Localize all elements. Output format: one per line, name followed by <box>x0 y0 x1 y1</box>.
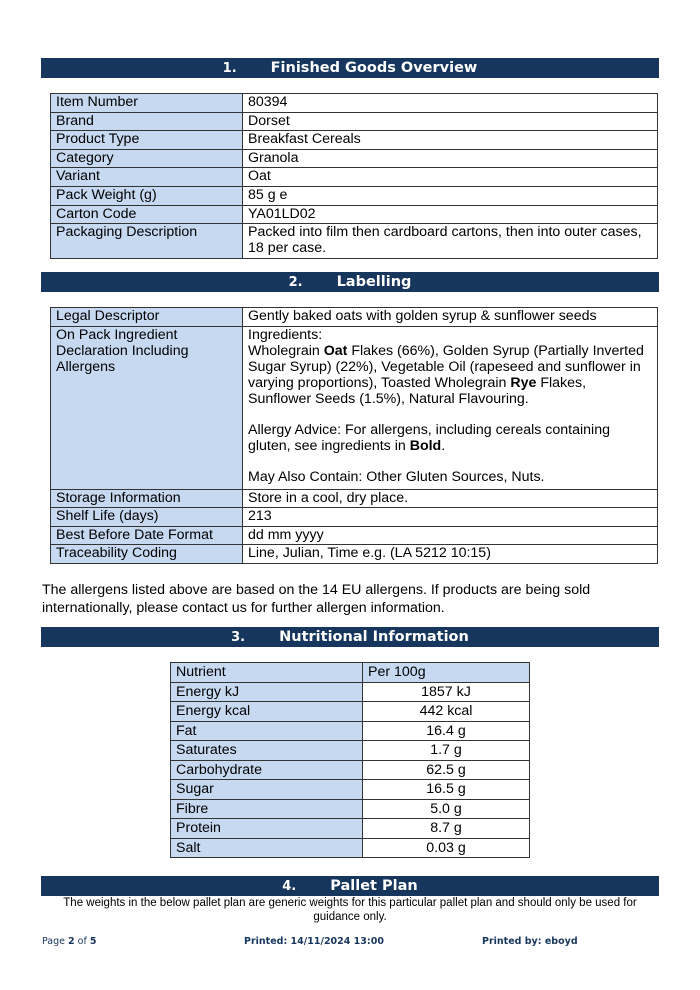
row-value: Gently baked oats with golden syrup & sunflower seeds <box>243 308 658 327</box>
row-value: Breakfast Cereals <box>243 131 658 150</box>
row-label: On Pack Ingredient Declaration Including Allergens <box>51 326 243 489</box>
allergy-bold: Bold <box>409 437 442 454</box>
ingredient-text: Wholegrain <box>248 342 324 359</box>
nutrient-name: Protein <box>171 819 363 839</box>
table-row <box>51 149 658 168</box>
row-value: 213 <box>243 508 658 527</box>
nutrient-name: Salt <box>171 838 363 858</box>
table-row <box>51 205 658 224</box>
section-title: Finished Goods Overview <box>270 60 478 76</box>
table-row <box>51 489 658 508</box>
row-value: Packed into film then cardboard cartons, then into outer cases, 18 per case. <box>243 224 658 259</box>
ingredient-declaration <box>243 326 658 489</box>
printed-timestamp: Printed: 14/11/2024 13:00 <box>244 936 384 947</box>
nutrient-value: 16.5 g <box>363 780 530 800</box>
table-row <box>51 168 658 187</box>
header-per-100g: Per 100g <box>363 663 530 683</box>
row-value: Granola <box>243 149 658 168</box>
table-row <box>171 682 530 702</box>
table-row <box>51 526 658 545</box>
allergen-note: The allergens listed above are based on the 14 EU allergens. If products are being sold internationally, please contact us for further allergen information. <box>42 582 591 616</box>
labelling-table <box>50 307 658 564</box>
nutrient-value: 62.5 g <box>363 760 530 780</box>
may-contain: May Also Contain: Other Gluten Sources, Nuts. <box>248 468 545 485</box>
nutrient-value: 5.0 g <box>363 799 530 819</box>
table-row <box>51 186 658 205</box>
allergy-text: Allergy Advice: For allergens, including cereals containing gluten, see ingredients in <box>248 421 610 454</box>
row-label: Best Before Date Format <box>51 526 243 545</box>
nutrient-value: 1857 kJ <box>363 682 530 702</box>
section-title: Labelling <box>336 274 412 290</box>
section-title: Pallet Plan <box>330 878 418 894</box>
overview-table <box>50 93 658 259</box>
nutrient-name: Energy kcal <box>171 702 363 722</box>
nutrient-value: 1.7 g <box>363 741 530 761</box>
row-value: 80394 <box>243 94 658 113</box>
table-row <box>171 721 530 741</box>
ingredient-text: Flakes (66%), Golden Syrup (Partially Inverted Sugar Syrup) (22%), Vegetable Oil (rapeseed and sunflower in varying proportions), Toasted Wholegrain <box>248 342 644 391</box>
allergy-advice <box>248 422 652 454</box>
row-value: Oat <box>243 168 658 187</box>
table-row <box>51 94 658 113</box>
section-title: Nutritional Information <box>279 629 469 645</box>
table-row <box>51 508 658 527</box>
section-number: 1. <box>222 61 237 76</box>
pallet-plan-note: The weights in the below pallet plan are generic weights for this particular pallet plan and should only be used for guidance only. <box>63 897 637 923</box>
table-row <box>171 760 530 780</box>
row-label: Storage Information <box>51 489 243 508</box>
section-number: 2. <box>288 275 303 290</box>
allergen-rye: Rye <box>510 374 537 391</box>
table-row <box>171 838 530 858</box>
ingredients-heading: Ingredients: <box>248 326 323 343</box>
row-label: Legal Descriptor <box>51 308 243 327</box>
row-value: 85 g e <box>243 186 658 205</box>
nutrient-value: 442 kcal <box>363 702 530 722</box>
row-label: Carton Code <box>51 205 243 224</box>
header-nutrient: Nutrient <box>171 663 363 683</box>
section-number: 4. <box>282 879 297 894</box>
row-label: Shelf Life (days) <box>51 508 243 527</box>
nutrient-value: 16.4 g <box>363 721 530 741</box>
table-row <box>171 799 530 819</box>
row-label: Traceability Coding <box>51 545 243 564</box>
ingredients-list <box>248 343 652 407</box>
nutrition-table <box>170 662 530 858</box>
nutrient-value: 0.03 g <box>363 838 530 858</box>
nutrient-name: Fat <box>171 721 363 741</box>
row-label: Item Number <box>51 94 243 113</box>
page-total: 5 <box>89 936 97 947</box>
row-label: Brand <box>51 112 243 131</box>
nutrient-name: Carbohydrate <box>171 760 363 780</box>
table-row <box>51 545 658 564</box>
printed-by: Printed by: eboyd <box>482 936 578 947</box>
table-row <box>51 131 658 150</box>
row-label: Product Type <box>51 131 243 150</box>
nutrient-value: 8.7 g <box>363 819 530 839</box>
row-label: Packaging Description <box>51 224 243 259</box>
table-row <box>171 780 530 800</box>
table-row <box>51 308 658 327</box>
nutrient-name: Sugar <box>171 780 363 800</box>
table-header-row <box>171 663 530 683</box>
page-number <box>42 936 96 947</box>
table-row <box>51 326 658 489</box>
allergy-end: . <box>441 437 446 454</box>
nutrient-name: Saturates <box>171 741 363 761</box>
row-value: Dorset <box>243 112 658 131</box>
row-value: Store in a cool, dry place. <box>243 489 658 508</box>
row-value: dd mm yyyy <box>243 526 658 545</box>
section-number: 3. <box>231 630 246 645</box>
section-header-pallet-plan <box>41 876 659 896</box>
page-prefix: Page <box>42 936 69 947</box>
page-current: 2 <box>68 936 75 947</box>
row-label: Pack Weight (g) <box>51 186 243 205</box>
section-header-nutrition <box>41 627 659 647</box>
row-label: Category <box>51 149 243 168</box>
table-row <box>171 741 530 761</box>
section-header-labelling <box>41 272 659 292</box>
row-value: YA01LD02 <box>243 205 658 224</box>
nutrient-name: Fibre <box>171 799 363 819</box>
table-row <box>171 819 530 839</box>
allergen-oat: Oat <box>323 342 348 359</box>
table-row <box>171 702 530 722</box>
ingredient-text: Flakes, Sunflower Seeds (1.5%), Natural Flavouring. <box>248 374 587 407</box>
row-value: Line, Julian, Time e.g. (LA 5212 10:15) <box>243 545 658 564</box>
table-row <box>51 224 658 259</box>
nutrient-name: Energy kJ <box>171 682 363 702</box>
row-label: Variant <box>51 168 243 187</box>
table-row <box>51 112 658 131</box>
section-header-overview <box>41 58 659 78</box>
page-of: of <box>74 936 90 947</box>
